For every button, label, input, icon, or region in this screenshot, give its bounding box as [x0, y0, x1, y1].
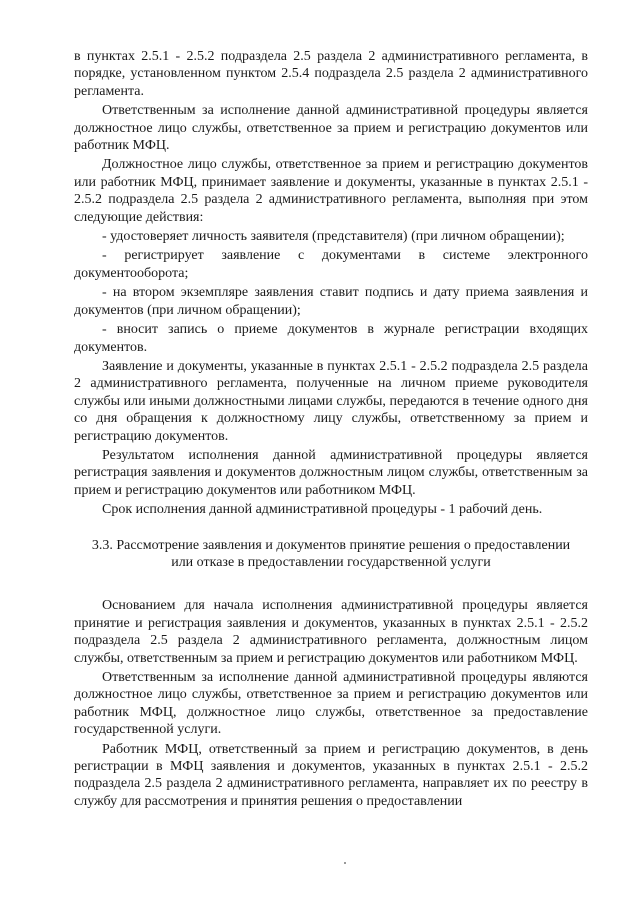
paragraph-transfer-documents: Заявление и документы, указанные в пунктах 2.5.1 - 2.5.2 подраздела 2.5 раздела 2 административного регламента, полученные на личном приеме руководителя службы или иными должностными лицами службы, передаются в течение одного дня со дня обращения к должностному лицу службы, ответственному за прием и регистрацию документов.	[74, 358, 588, 444]
paragraph-responsible-officials: Ответственным за исполнение данной административной процедуры являются должностное лицо службы, ответственное за прием и регистрацию документов или работник МФЦ, должностное лицо службы, ответственное за предоставление государственной услуги.	[74, 670, 588, 738]
paragraph-basis: Основанием для начала исполнения административной процедуры является принятие и регистрация заявления и документов, указанных в пунктах 2.5.1 - 2.5.2 подраздела 2.5 раздела 2 административного регламента, должностным лицом службы, ответственным за прием и регистрацию документов или работником МФЦ.	[74, 598, 588, 666]
paragraph-accepts-documents: Должностное лицо службы, ответственное за прием и регистрацию документов или работник МФЦ, принимает заявление и документы, указанные в пунктах 2.5.1 - 2.5.2 подраздела 2.5 раздела 2 административного регламента, выполняя при этом следующие действия:	[74, 157, 588, 225]
paragraph-responsible: Ответственным за исполнение данной административной процедуры является должностное лицо службы, ответственное за прием и регистрацию документов или работник МФЦ.	[74, 103, 588, 154]
document-page	[74, 48, 588, 812]
section-heading-line-1: 3.3. Рассмотрение заявления и документов принятие решения о предоставлении	[91, 537, 571, 553]
list-item-register-application: - регистрирует заявление с документами в системе электронного документооборота;	[74, 248, 588, 281]
list-item-sign-copy: - на втором экземпляре заявления ставит подпись и дату приема заявления и документов (при личном обращении);	[74, 285, 588, 318]
paragraph-result: Результатом исполнения данной административной процедуры является регистрация заявления и документов должностным лицом службы, ответственным за прием и регистрацию документов или работником МФЦ.	[74, 447, 588, 498]
section-heading-3-3	[74, 537, 588, 572]
paragraph-term: Срок исполнения данной административной процедуры - 1 рабочий день.	[102, 502, 543, 518]
scan-speck	[344, 862, 346, 864]
section-heading-line-2: или отказе в предоставлении государственной услуги	[171, 554, 491, 570]
paragraph-continuation: в пунктах 2.5.1 - 2.5.2 подраздела 2.5 раздела 2 административного регламента, в порядке, установленном пунктом 2.5.4 подраздела 2.5 раздела 2 административного регламента.	[74, 49, 588, 99]
list-item-journal-entry: - вносит запись о приеме документов в журнале регистрации входящих документов.	[74, 322, 588, 355]
paragraph-mfc-worker: Работник МФЦ, ответственный за прием и регистрацию документов, в день регистрации в МФЦ заявления и документов, указанных в пунктах 2.5.1 - 2.5.2 подраздела 2.5 раздела 2 административного регламента, направляет их по реестру в службу для рассмотрения и принятия решения о предоставлении	[74, 741, 588, 809]
list-item-verify-identity: - удостоверяет личность заявителя (представителя) (при личном обращении);	[102, 229, 565, 245]
